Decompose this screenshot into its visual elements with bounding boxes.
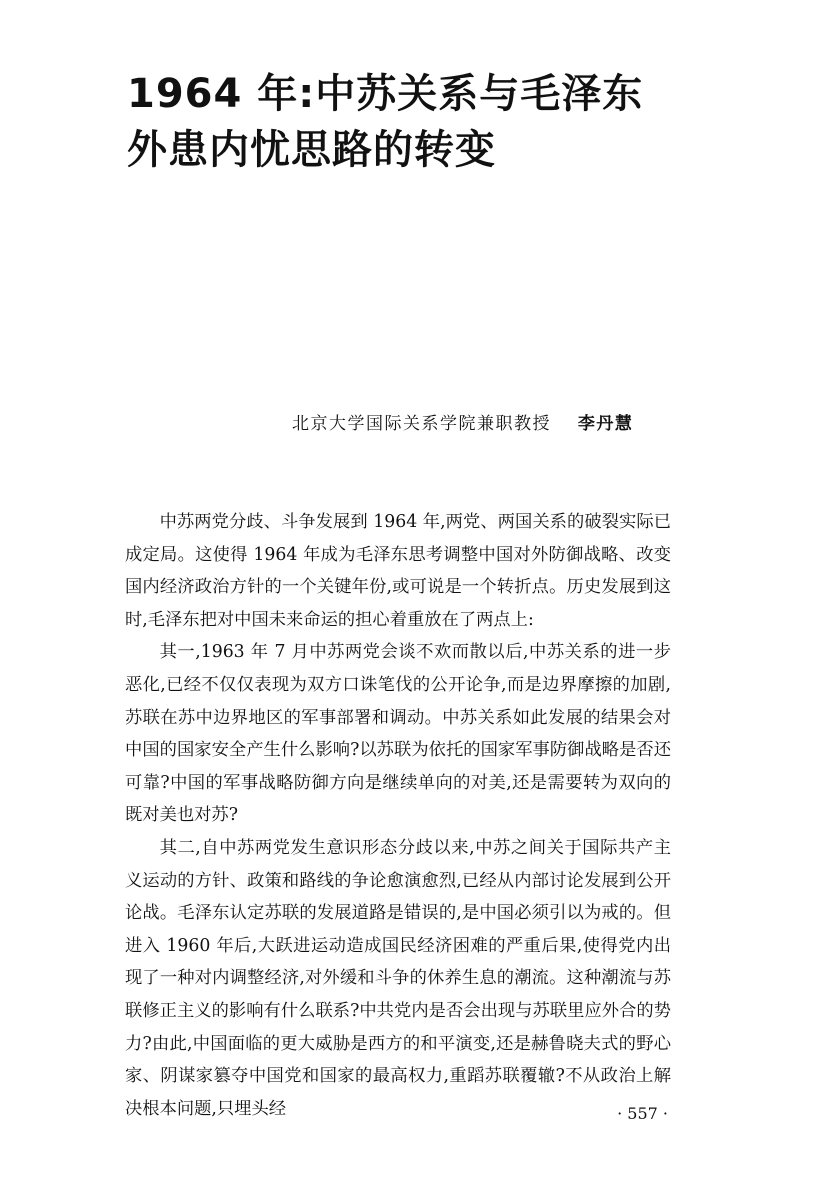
title-line-2: 外患内忧思路的转变: [127, 127, 496, 173]
byline: [292, 411, 692, 437]
author-name: 李丹慧: [577, 414, 634, 434]
paragraph: 其二,自中苏两党发生意识形态分歧以来,中苏之间关于国际共产主义运动的方针、政策和路线的争论愈演愈烈,已经从内部讨论发展到公开论战。毛泽东认定苏联的发展道路是错误的,是中国必须引以为戒的。但进入 1960 年后,大跃进运动造成国民经济困难的严重后果,使得党内出现了一种对内调整经济,对外缓和斗争的休养生息的潮流。这种潮流与苏联修正主义的影响有什么联系?中共党内是否会出现与苏联里应外合的势力?由此,中国面临的更大威胁是西方的和平演变,还是赫鲁晓夫式的野心家、阴谋家篡夺中国党和国家的最高权力,重蹈苏联覆辙?不从政治上解决根本问题,只埋头经: [125, 837, 671, 1119]
paragraph: 中苏两党分歧、斗争发展到 1964 年,两党、两国关系的破裂实际已成定局。这使得 1964 年成为毛泽东思考调整中国对外防御战略、改变国内经济政治方针的一个关键年份,或可说是一个转折点。历史发展到这时,毛泽东把对中国未来命运的担心着重放在了两点上:: [125, 512, 671, 630]
author-affiliation: 北京大学国际关系学院兼职教授: [292, 414, 551, 434]
page-number: · 557 ·: [617, 1104, 668, 1123]
paragraph: 其一,1963 年 7 月中苏两党会谈不欢而散以后,中苏关系的进一步恶化,已经不仅仅表现为双方口诛笔伐的公开论争,而是边界摩擦的加剧,苏联在苏中边界地区的军事部署和调动。中苏关系如此发展的结果会对中国的国家安全产生什么影响?以苏联为依托的国家军事防御战略是否还可靠?中国的军事战略防御方向是继续单向的对美,还是需要转为双向的既对美也对苏?: [125, 642, 671, 826]
article-title: [127, 66, 727, 178]
title-line-1: 1964 年:中苏关系与毛泽东: [127, 71, 644, 117]
article-body: [125, 506, 671, 1125]
